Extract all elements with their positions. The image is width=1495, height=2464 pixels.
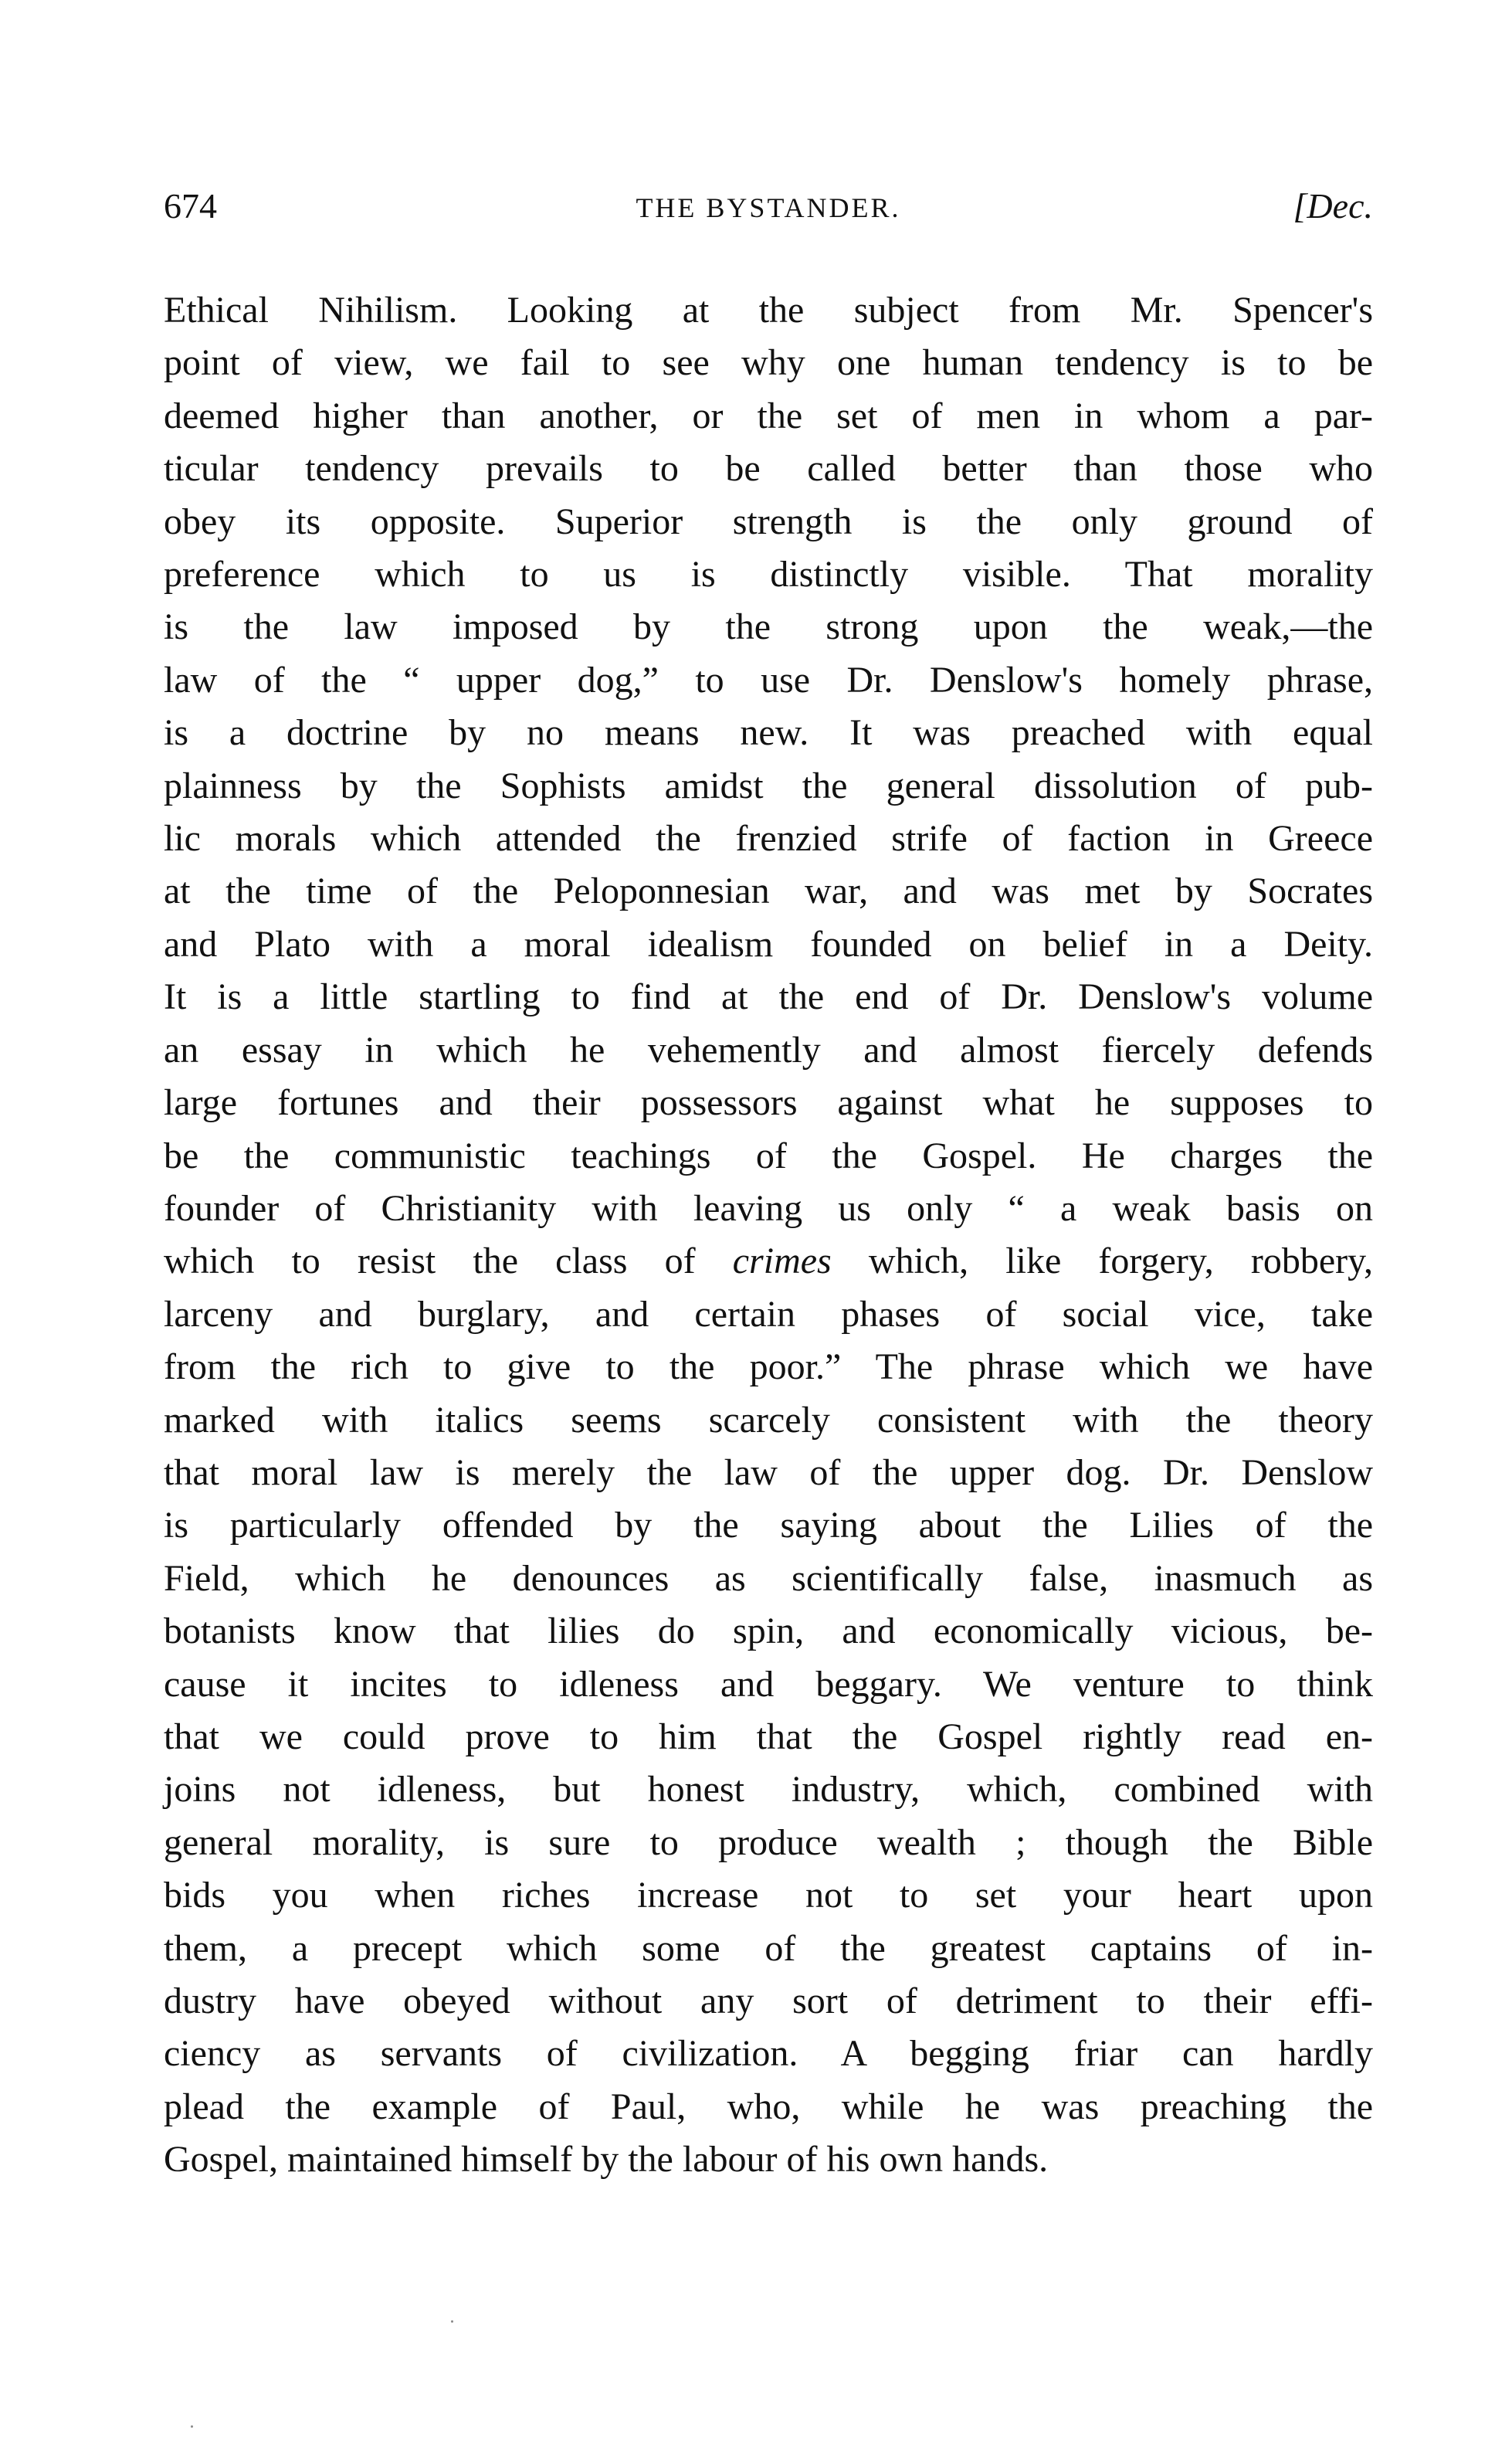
text-line: It is a little startling to find at the end of Dr. Denslow's volume [164,976,1373,1018]
text-line: ciency as servants of civilization. A begging friar can hardly [164,2033,1373,2075]
text-line: marked with italics seems scarcely consistent with the theory [164,1399,1373,1441]
text-line: cause it incites to idleness and beggary. We venture to think [164,1663,1373,1705]
text-line: ticular tendency prevails to be called better than those who [164,448,1373,490]
text-line: founder of Christianity with leaving us only “ a weak basis on [164,1187,1373,1229]
print-speck [191,2425,193,2428]
text-fragment: which, like forgery, robbery, [831,1240,1373,1282]
text-line: point of view, we fail to see why one human tendency is to be [164,342,1373,384]
text-line: general morality, is sure to produce wealth ; though the Bible [164,1821,1373,1863]
journal-title: THE BYSTANDER. [636,192,901,223]
text-line: them, a precept which some of the greatest captains of in- [164,1927,1373,1969]
text-line: large fortunes and their possessors against what he supposes to [164,1082,1373,1124]
text-line: at the time of the Peloponnesian war, and was met by Socrates [164,871,1373,912]
page-number: 674 [164,186,217,226]
print-speck [451,2320,453,2323]
text-line: that we could prove to him that the Gospel rightly read en- [164,1716,1373,1757]
text-line: joins not idleness, but honest industry, which, combined with [164,1769,1373,1811]
text-line-with-italic [164,1235,1373,1288]
text-line: from the rich to give to the poor.” The phrase which we have [164,1346,1373,1388]
italic-word: crimes [732,1240,832,1282]
text-line: dustry have obeyed without any sort of detriment to their effi- [164,1980,1373,2021]
text-line: bids you when riches increase not to set your heart upon [164,1875,1373,1916]
text-line: an essay in which he vehemently and almost fiercely defends [164,1029,1373,1071]
text-line: Gospel, maintained himself by the labour of his own hands. [164,2139,1049,2181]
running-head [164,185,1373,235]
body-text [164,284,1373,2187]
text-line: is a doctrine by no means new. It was preached with equal [164,712,1373,754]
text-line: deemed higher than another, or the set of men in whom a par- [164,395,1373,436]
issue-month: [Dec. [1293,186,1373,226]
text-line: be the communistic teachings of the Gospel. He charges the [164,1135,1373,1176]
text-line: is particularly offended by the saying about the Lilies of the [164,1505,1373,1546]
text-line: is the law imposed by the strong upon the weak,—the [164,606,1373,648]
text-line: law of the “ upper dog,” to use Dr. Denslow's homely phrase, [164,659,1373,701]
text-line: that moral law is merely the law of the upper dog. Dr. Denslow [164,1451,1373,1493]
text-line: obey its opposite. Superior strength is the only ground of [164,501,1373,542]
text-line: Ethical Nihilism. Looking at the subject from Mr. Spencer's [164,290,1373,331]
text-line: and Plato with a moral idealism founded on belief in a Deity. [164,923,1373,965]
text-line: preference which to us is distinctly visible. That morality [164,554,1373,596]
text-line: larceny and burglary, and certain phases of social vice, take [164,1293,1373,1335]
text-line: lic morals which attended the frenzied strife of faction in Greece [164,818,1373,860]
text-fragment: which to resist the class of [164,1240,733,1282]
text-line: Field, which he denounces as scientifically false, inasmuch as [164,1557,1373,1599]
text-line: plead the example of Paul, who, while he was preaching the [164,2086,1373,2127]
text-line: plainness by the Sophists amidst the general dissolution of pub- [164,765,1373,806]
text-line: botanists know that lilies do spin, and economically vicious, be- [164,1610,1373,1652]
